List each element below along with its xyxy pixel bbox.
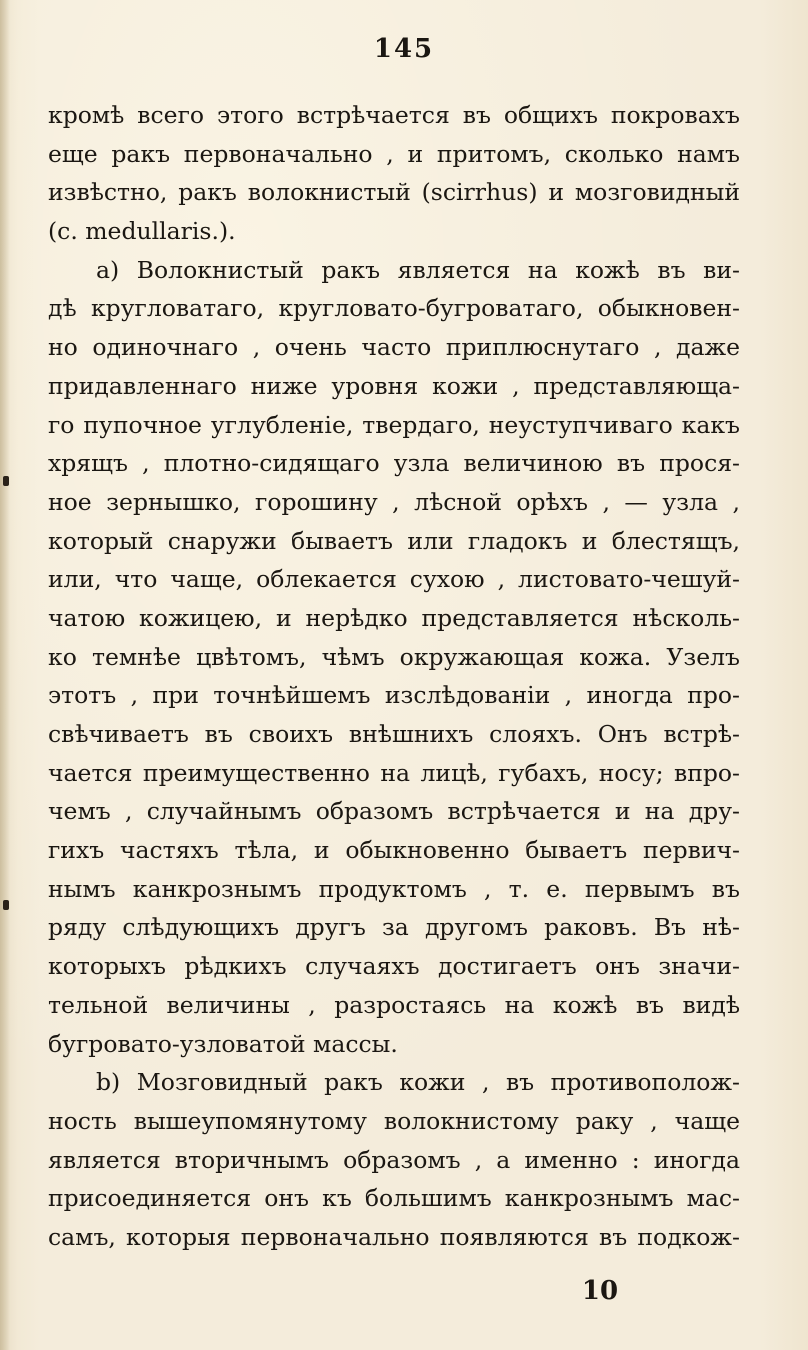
text-line: бугровато-узловатой массы.: [48, 1029, 398, 1058]
text-line: хрящъ , плотно-сидящаго узла величиною въ прося-: [48, 449, 740, 478]
text-line: кромѣ всего этого встрѣчается въ общихъ покровахъ: [48, 101, 740, 129]
text-line: является вторичнымъ образомъ , а именно : иногда: [48, 1145, 740, 1174]
page-spine-shadow: [0, 0, 10, 1350]
text-line: но одиночнаго , очень часто приплюснутаго , даже: [48, 333, 740, 362]
text-line: еще ракъ первоначально , и притомъ, сколько намъ: [48, 139, 740, 168]
text-line: придавленнаго ниже уровня кожи , представляюща-: [48, 371, 740, 400]
body-text: [48, 96, 740, 1257]
text-line: ность вышеупомянутому волокнистому раку , чаще: [48, 1106, 740, 1135]
text-line: го пупочное углубленіе, твердаго, неуступчиваго какъ: [48, 410, 740, 439]
margin-mark: [3, 476, 9, 486]
text-line: этотъ , при точнѣйшемъ изслѣдованіи , иногда про-: [48, 681, 740, 710]
text-line: который снаружи бываетъ или гладокъ и блестящъ,: [48, 526, 740, 555]
text-line: a) Волокнистый ракъ является на кожѣ въ ви-: [96, 255, 740, 284]
text-line: нымъ канкрознымъ продуктомъ , т. е. первымъ въ: [48, 874, 740, 903]
text-line: (c. medullaris.).: [48, 217, 236, 246]
text-line: чемъ , случайнымъ образомъ встрѣчается и на дру-: [48, 797, 740, 826]
printer-signature: 10: [581, 1276, 619, 1306]
text-line: b) Мозговидный ракъ кожи , въ противополож-: [96, 1068, 740, 1097]
text-line: чатою кожицею, и нерѣдко представляется нѣсколь-: [48, 603, 740, 632]
text-line: присоединяется онъ къ большимъ канкрознымъ мас-: [48, 1184, 740, 1213]
text-line: ное зернышко, горошину , лѣсной орѣхъ , — узла ,: [48, 487, 740, 516]
text-line: извѣстно, ракъ волокнистый (scirrhus) и мозговидный: [48, 178, 740, 207]
page-number: 145: [373, 34, 435, 64]
text-line: чается преимущественно на лицѣ, губахъ, носу; впро-: [48, 758, 740, 787]
text-line: которыхъ рѣдкихъ случаяхъ достигаетъ онъ значи-: [48, 952, 740, 981]
text-line: свѣчиваетъ въ своихъ внѣшнихъ слояхъ. Онъ встрѣ-: [48, 720, 740, 748]
text-line: самъ, которыя первоначально появляются въ подкож-: [48, 1222, 740, 1251]
text-line: тельной величины , разростаясь на кожѣ въ видѣ: [48, 990, 740, 1019]
margin-mark: [3, 900, 9, 910]
text-line: дѣ кругловатаго, кругловато-бугроватаго, обыкновен-: [48, 294, 740, 323]
text-line: или, что чаще, облекается сухою , листовато-чешуй-: [48, 565, 740, 594]
text-line: гихъ частяхъ тѣла, и обыкновенно бываетъ первич-: [48, 836, 740, 865]
text-line: ко темнѣе цвѣтомъ, чѣмъ окружающая кожа. Узелъ: [48, 642, 740, 671]
text-line: ряду слѣдующихъ другъ за другомъ раковъ. Въ нѣ-: [48, 913, 740, 942]
